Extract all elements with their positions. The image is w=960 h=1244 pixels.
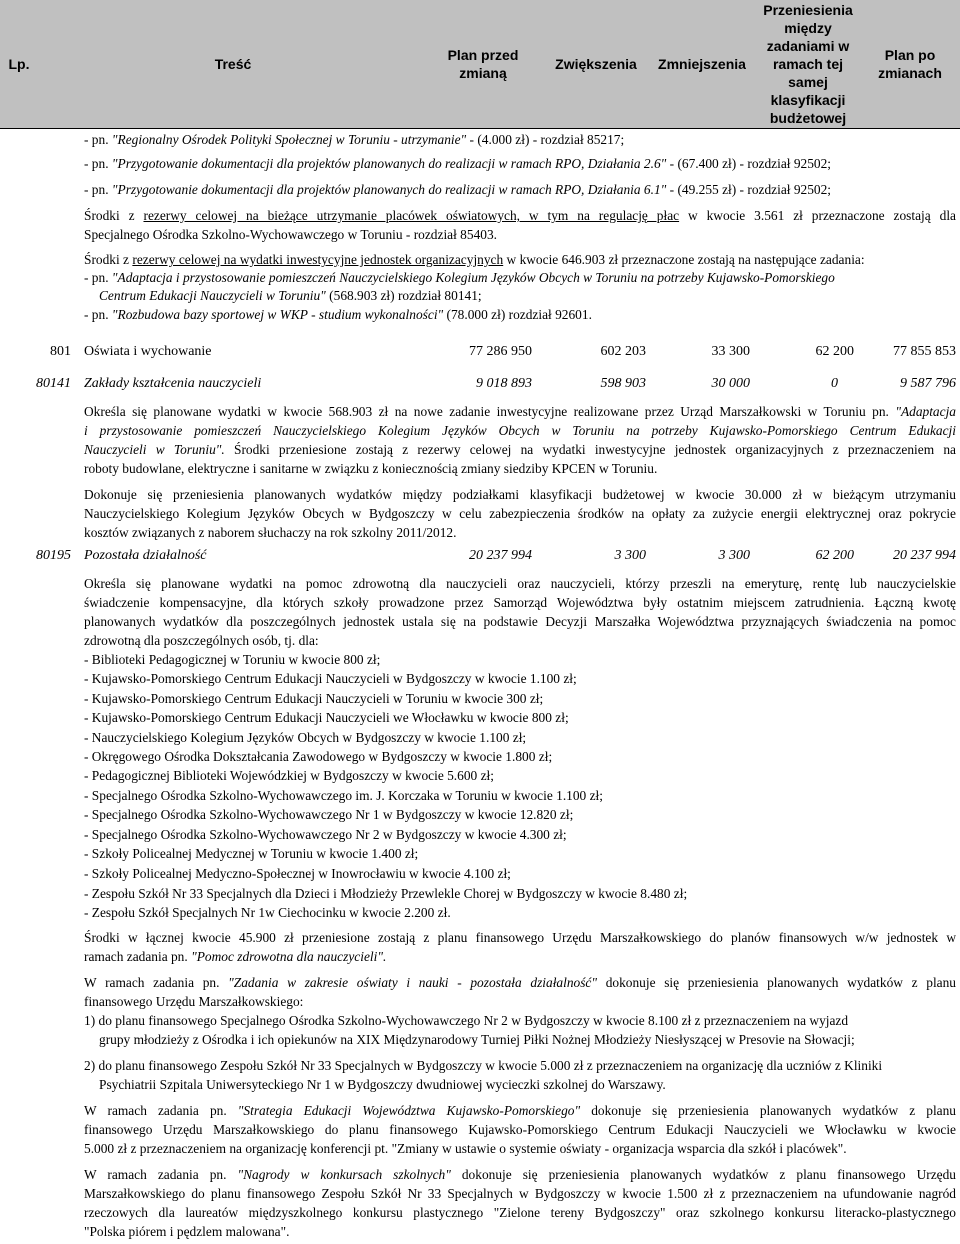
top-line-1: - pn. "Regionalny Ośrodek Polityki Społecznej w Toruniu - utrzymanie" - (4.000 zł) - rozdział 85217;	[84, 132, 625, 147]
para1-line2: Specjalnego Ośrodka Szkolno-Wychowawczego w Toruniu - rozdział 85403.	[84, 227, 498, 242]
para2-item-2: - pn. "Rozbudowa bazy sportowej w WKP - studium wykonalności" (78.000 zł) rozdział 92601.	[84, 307, 592, 322]
r80141-line3: Nauczycieli w Toruniu". Środki przeniesione zostają z rezerwy celowej na wydatki inwestycyjne jednostek organizacyjnych z przeznaczeniem na	[84, 442, 956, 457]
list-item: - Biblioteki Pedagogicznej w Toruniu w kwocie 800 zł;	[84, 652, 381, 667]
col-lp: Lp.	[8, 56, 30, 72]
col-przeniesienia: Przeniesienia między zadaniami w ramach tej samej klasyfikacji budżetowej	[763, 2, 853, 126]
list-item: - Kujawsko-Pomorskiego Centrum Edukacji Nauczycieli we Włocławku w kwocie 800 zł;	[84, 710, 569, 725]
col-plan-po: Plan po zmianach	[878, 47, 942, 81]
r80195-nag-line3: rzeczowych dla laureatów międzyszkolnego konkursu plastycznego "Zielone tereny Bydgoszczy" oraz szkolnego konkursu literacko-plastycznego	[84, 1205, 956, 1220]
top-line-2: - pn. "Przygotowanie dokumentacji dla projektów planowanych do realizacji w ramach RPO, Działania 2.6" - (67.400 zł) - rozdział 92502;	[84, 156, 832, 171]
row-inc: 3 300	[614, 548, 646, 563]
r80195-zad-item1a: 1) do planu finansowego Specjalnego Ośrodka Szkolno-Wychowawczego Nr 2 w Bydgoszczy w kwocie 8.100 zł z przeznaczeniem na wyjazd	[84, 1013, 849, 1028]
col-plan-przed: Plan przed zmianą	[447, 47, 519, 81]
r80195-str-line2: finansowego Urzędu Marszałkowskiego do planu finansowego Kujawsko-Pomorskiego Centrum Edukacji Nauczycieli we Włocławku w kwocie	[84, 1122, 956, 1137]
row-name: Oświata i wychowanie	[84, 344, 212, 359]
r80141-p2-line2: Nauczycielskiego Kolegium Języków Obcych w Bydgoszczy w celu zabezpieczenia środków na opłaty za zużycie energii elektrycznej oraz pokrycie	[84, 506, 956, 521]
row-name: Pozostała działalność	[84, 548, 207, 563]
r80195-zad-item2a: 2) do planu finansowego Zespołu Szkół Nr 33 Specjalnych w Bydgoszczy w kwocie 5.000 zł z przeznaczeniem na organizację dla uczniów z Kliniki	[84, 1058, 883, 1073]
row-trans: 62 200	[815, 344, 854, 359]
row-code: 80195	[36, 548, 71, 563]
r80195-line1: Określa się planowane wydatki na pomoc zdrowotną dla nauczycieli oraz nauczycieli, którzy przeszli na emeryturę, rentę lub nauczycielskie	[84, 576, 956, 591]
r80195-zad-line1: W ramach zadania pn. "Zadania w zakresie oświaty i nauki - pozostała działalność" dokonuje się przeniesienia planowanych wydatków z planu	[84, 975, 957, 990]
para2-item-1-cont: Centrum Edukacji Nauczycieli w Toruniu" (568.903 zł) rozdział 80141;	[99, 288, 482, 303]
col-tresc: Treść	[214, 56, 252, 72]
r80195-nag-line1: W ramach zadania pn. "Nagrody w konkursach szkolnych" dokonuje się przeniesienia planowanych wydatków z planu finansowego Urzędu	[84, 1167, 956, 1182]
list-item: - Specjalnego Ośrodka Szkolno-Wychowawczego Nr 2 w Bydgoszczy w kwocie 4.300 zł;	[84, 827, 567, 842]
r80195-line2: świadczenie kompensacyjne, dla których szkoły prowadzone przez Samorząd Województwa były ostatnim miejscem zatrudnienia. Łączną kwotę	[84, 595, 956, 610]
list-item: - Zespołu Szkół Specjalnych Nr 1w Ciechocinku w kwocie 2.200 zł.	[84, 905, 451, 920]
row-name: Zakłady kształcenia nauczycieli	[84, 376, 262, 391]
r80195-nag-line2: Marszałkowskiego do planu finansowego Zespołu Szkół Nr 33 Specjalnych w Bydgoszczy w kwocie 1.500 zł z przeznaczeniem na ufundowanie nagród	[84, 1186, 956, 1201]
row-trans: 62 200	[815, 548, 854, 563]
r80195-line3: planowanych wydatków dla poszczególnych jednostek ustala się na podstawie Decyzji Marszałka Województwa przyznających świadczenia na pomoc	[84, 614, 956, 629]
r80195-zad-item1b: grupy młodzieży z Ośrodka i ich opiekunów na XIX Międzynarodowy Turniej Piłki Nożnej Młodzieży Niesłyszącej w Presovie na Słowacji;	[99, 1032, 855, 1047]
r80141-p2-line1: Dokonuje się przeniesienia planowanych wydatków między podziałkami klasyfikacji budżetowej w kwocie 30.000 zł w bieżącym utrzymaniu	[84, 487, 956, 502]
row-after: 9 587 796	[900, 376, 956, 391]
row-code: 80141	[36, 376, 71, 391]
r80195-str-line1: W ramach zadania pn. "Strategia Edukacji Województwa Kujawsko-Pomorskiego" dokonuje się przeniesienia planowanych wydatków z planu	[84, 1103, 956, 1118]
table-row-80195	[0, 544, 960, 568]
r80141-line4: roboty budowlane, elektryczne i sanitarne w związku z koniecznością zmiany siedziby KPCEN w Toruniu.	[84, 461, 658, 476]
r80141-line1: Określa się planowane wydatki w kwocie 568.903 zł na nowe zadanie inwestycyjne realizowane przez Urząd Marszałkowski w Toruniu pn. "Adaptacja	[84, 404, 956, 419]
col-zwiekszenia: Zwiększenia	[555, 56, 637, 72]
row-inc: 602 203	[600, 344, 646, 359]
list-item: - Specjalnego Ośrodka Szkolno-Wychowawczego Nr 1 w Bydgoszczy w kwocie 12.820 zł;	[84, 807, 574, 822]
para2-line1: Środki z rezerwy celowej na wydatki inwestycyjne jednostek organizacyjnych w kwocie 646.903 zł przeznaczone zostają na następujące zadania:	[84, 252, 865, 267]
row-plan: 9 018 893	[476, 376, 532, 391]
list-item: - Nauczycielskiego Kolegium Języków Obcych w Bydgoszczy w kwocie 1.100 zł;	[84, 730, 527, 745]
r80195-line4: zdrowotną dla poszczególnych osób, tj. dla:	[84, 633, 319, 648]
list-item: - Specjalnego Ośrodka Szkolno-Wychowawczego im. J. Korczaka w Toruniu w kwocie 1.100 zł;	[84, 788, 603, 803]
r80141-line2: i przystosowanie pomieszczeń Nauczycielskiego Kolegium Języków Obcych w Toruniu na potrzeby Kujawsko-Pomorskiego Centrum Edukacji	[84, 423, 956, 438]
row-dec: 3 300	[718, 548, 750, 563]
list-item: - Szkoły Policealnej Medyczno-Społecznej w Inowrocławiu w kwocie 4.100 zł;	[84, 866, 511, 881]
list-item: - Okręgowego Ośrodka Dokształcania Zawodowego w Bydgoszczy w kwocie 1.800 zł;	[84, 749, 553, 764]
row-plan: 77 286 950	[469, 344, 532, 359]
list-item: - Kujawsko-Pomorskiego Centrum Edukacji Nauczycieli w Bydgoszczy w kwocie 1.100 zł;	[84, 671, 577, 686]
row-plan: 20 237 994	[469, 548, 532, 563]
row-dec: 33 300	[711, 344, 750, 359]
row-dec: 30 000	[711, 376, 750, 391]
r80195-total-line2: ramach zadania pn. "Pomoc zdrowotna dla nauczycieli".	[84, 949, 387, 964]
list-item: - Kujawsko-Pomorskiego Centrum Edukacji Nauczycieli w Toruniu w kwocie 300 zł;	[84, 691, 544, 706]
col-zmniejszenia: Zmniejszenia	[658, 56, 746, 72]
r80195-str-line3: 5.000 zł z przeznaczeniem na organizację konferencji pt. "Zmiany w ustawie o systemie oświaty - organizacja wsparcia dla szkół i placówek".	[84, 1141, 847, 1156]
list-item: - Pedagogicznej Biblioteki Wojewódzkiej w Bydgoszczy w kwocie 5.600 zł;	[84, 768, 494, 783]
row-inc: 598 903	[600, 376, 646, 391]
para2-item-1: - pn. "Adaptacja i przystosowanie pomieszczeń Nauczycielskiego Kolegium Języków Obcych w Toruniu na potrzeby Kujawsko-Pomorskiego	[84, 270, 835, 285]
r80141-p2-line3: kosztów związanych z naborem słuchaczy na rok szkolny 2011/2012.	[84, 525, 457, 540]
r80195-zad-line2: finansowego Urzędu Marszałkowskiego:	[84, 994, 304, 1009]
top-line-3: - pn. "Przygotowanie dokumentacji dla projektów planowanych do realizacji w ramach RPO, Działania 6.1" - (49.255 zł) - rozdział 92502;	[84, 182, 832, 197]
para1-line1: Środki z rezerwy celowej na bieżące utrzymanie placówek oświatowych, w tym na regulację płac w kwocie 3.561 zł przeznaczone zostają dla	[84, 208, 956, 223]
table-header	[0, 0, 960, 129]
r80195-nag-line4: "Polska piórem i pędzlem malowana".	[84, 1224, 290, 1239]
list-item: - Szkoły Policealnej Medycznej w Toruniu w kwocie 1.400 zł;	[84, 846, 419, 861]
row-code: 801	[50, 344, 71, 359]
r80195-zad-item2b: Psychiatrii Szpitala Uniwersyteckiego Nr 1 w Bydgoszczy dwudniowej wycieczki szkolnej do Warszawy.	[99, 1077, 666, 1092]
row-after: 77 855 853	[893, 344, 956, 359]
r80195-total-line1: Środki w łącznej kwocie 45.900 zł przeniesione zostają z planu finansowego Urzędu Marszałkowskiego do planów finansowych w/w jednostek w	[84, 930, 956, 945]
row-trans: 0	[831, 376, 838, 391]
row-after: 20 237 994	[893, 548, 956, 563]
table-row-80141	[0, 372, 960, 396]
list-item: - Zespołu Szkół Nr 33 Specjalnych dla Dzieci i Młodzieży Przewlekle Chorej w Bydgoszczy w kwocie 8.480 zł;	[84, 886, 688, 901]
table-row-801	[0, 340, 960, 364]
